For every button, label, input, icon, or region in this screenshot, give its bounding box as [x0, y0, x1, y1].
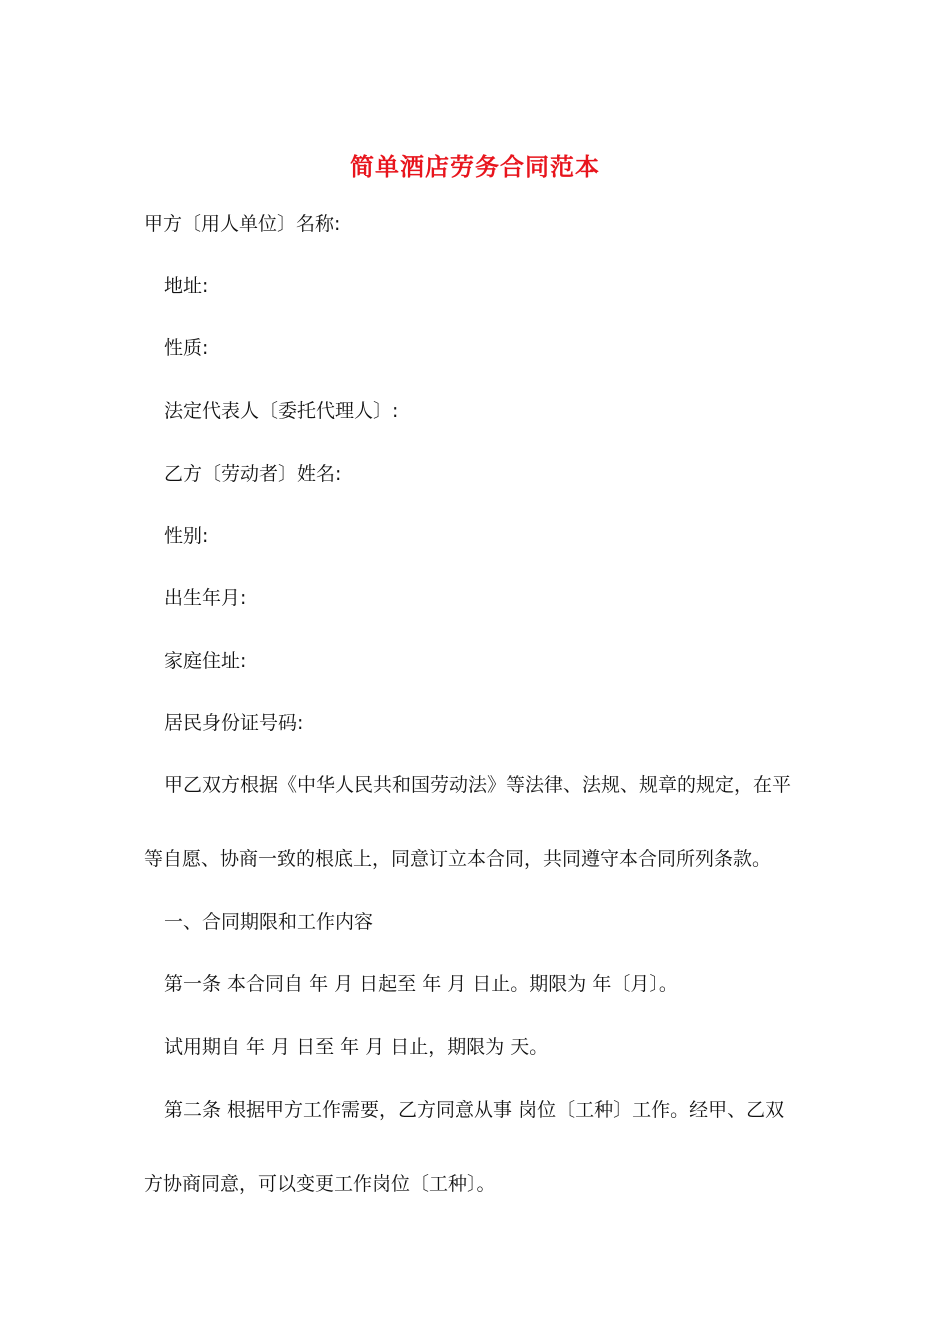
- party-b-id-number-line: 居民身份证号码:: [164, 712, 304, 734]
- preamble-line-1: 甲乙双方根据《中华人民共和国劳动法》等法律、法规、规章的规定，在平: [164, 774, 792, 796]
- article-1-line: 第一条 本合同自 年 月 日起至 年 月 日止。期限为 年〔月〕。: [164, 973, 678, 995]
- party-a-address-line: 地址:: [164, 275, 209, 297]
- party-b-birth-line: 出生年月:: [164, 587, 247, 609]
- probation-line: 试用期自 年 月 日至 年 月 日止，期限为 天。: [164, 1036, 549, 1058]
- party-b-name-line: 乙方〔劳动者〕姓名:: [164, 463, 342, 485]
- article-2-line-2: 方协商同意，可以变更工作岗位〔工种〕。: [144, 1173, 496, 1195]
- document-title: 简单酒店劳务合同范本: [350, 152, 600, 181]
- legal-representative-line: 法定代表人〔委托代理人〕:: [164, 400, 399, 422]
- article-2-line-1: 第二条 根据甲方工作需要，乙方同意从事 岗位〔工种〕工作。经甲、乙双: [164, 1099, 785, 1121]
- party-b-gender-line: 性别:: [164, 525, 209, 547]
- section-heading: 一、合同期限和工作内容: [164, 911, 374, 933]
- party-b-home-address-line: 家庭住址:: [164, 650, 247, 672]
- preamble-line-2: 等自愿、协商一致的根底上，同意订立本合同，共同遵守本合同所列条款。: [144, 848, 772, 870]
- party-a-nature-line: 性质:: [164, 337, 209, 359]
- party-a-name-line: 甲方〔用人单位〕名称:: [144, 213, 341, 235]
